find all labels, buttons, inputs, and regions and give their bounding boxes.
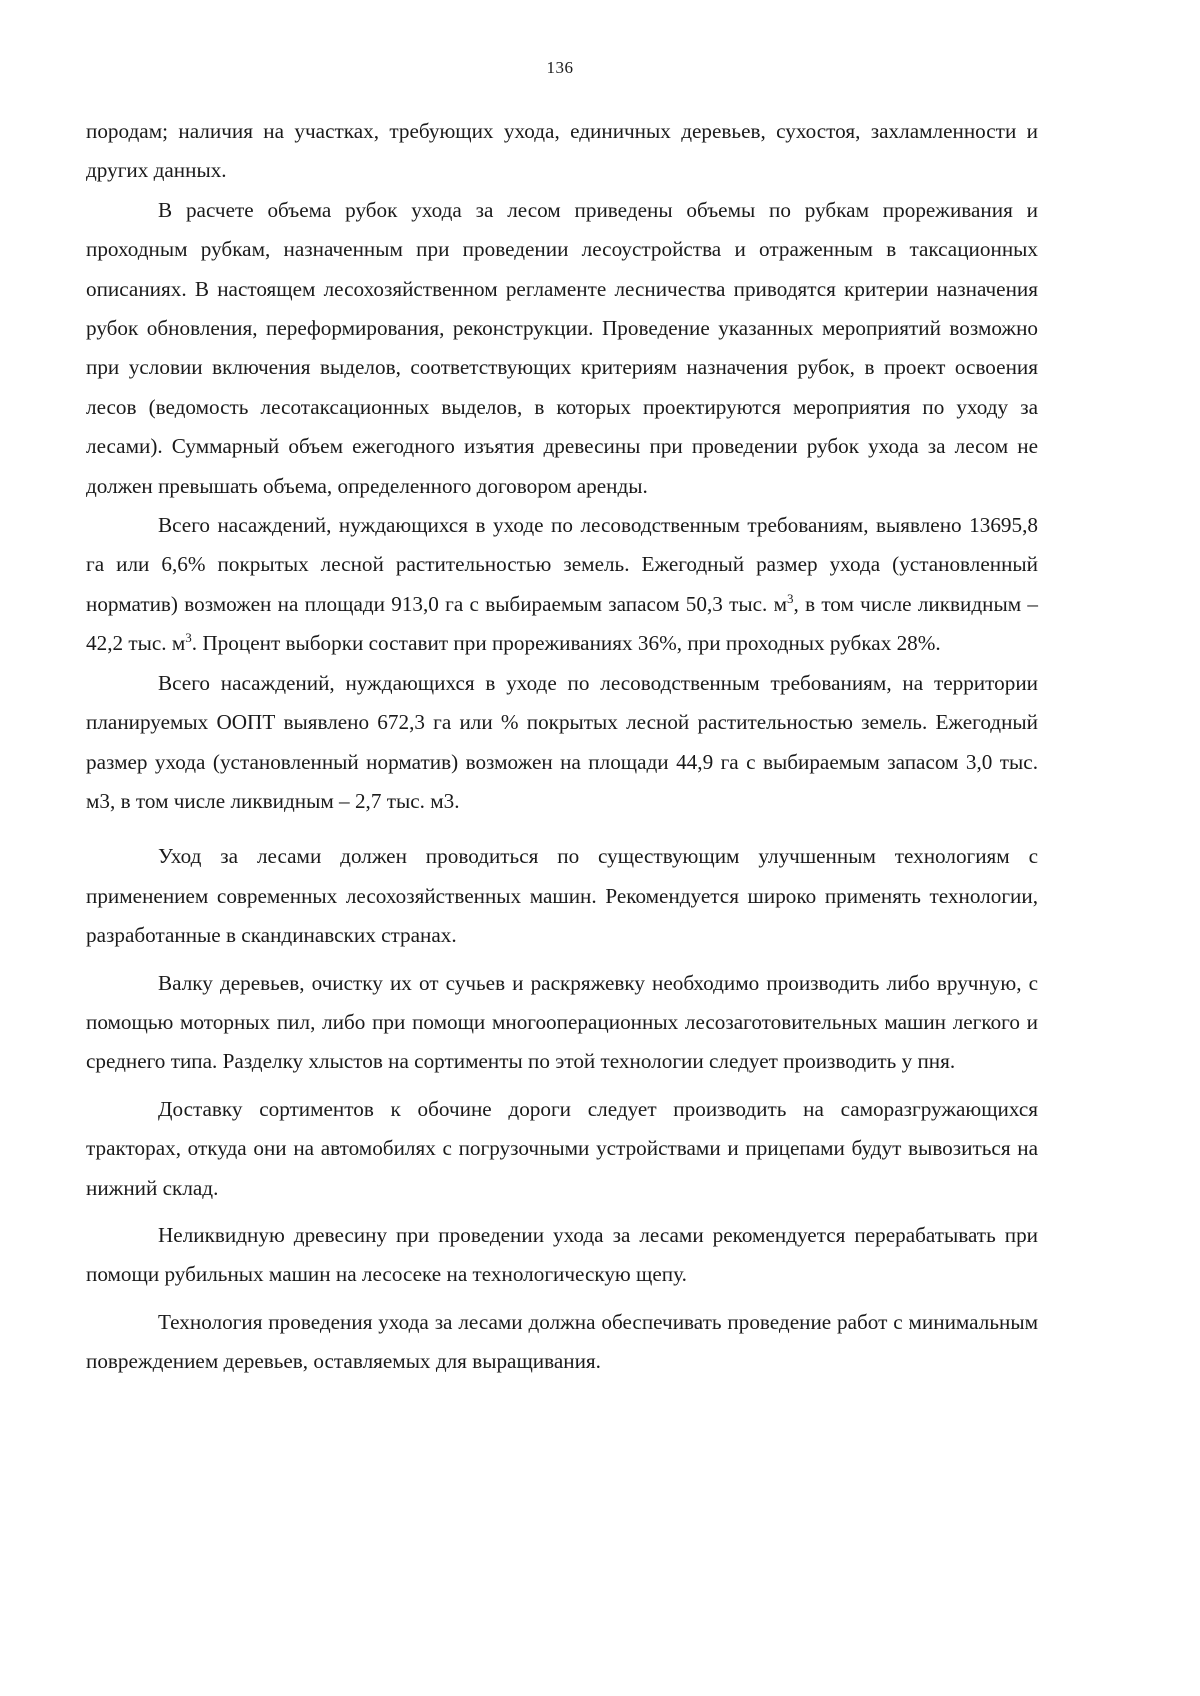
paragraph-delivery: Доставку сортиментов к обочине дороги следует производить на саморазгружающихся тракторах, откуда они на автомобилях с погрузочными устройствами и прицепами будут вывозиться на нижний склад. [86,1096,1038,1200]
paragraph-thinning-volume: В расчете объема рубок ухода за лесом приведены объемы по рубкам прореживания и проходным рубкам, назначенным при проведении лесоустройства и отраженным в таксационных описаниях. В настоящем лесохозяйственном регламенте лесничества приводятся критерии назначения рубок обновления, переформирования, реконструкции. Проведение указанных мероприятий возможно при условии включения выделов, соответствующих критериям назначения рубок, в проект освоения лесов (ведомость лесотаксационных выделов, в которых проектируются мероприятия по уходу за лесами). Суммарный объем ежегодного изъятия древесины при проведении рубок ухода за лесом не должен превышать объема, определенного договором аренды. [86,197,1038,498]
paragraph-felling: Валку деревьев, очистку их от сучьев и раскряжевку необходимо производить либо вручную, с помощью моторных пил, либо при помощи многооперационных лесозаготовительных машин легкого и среднего типа. Разделку хлыстов на сортименты по этой технологии следует производить у пня. [86,970,1038,1074]
page-number: 136 [546,58,574,77]
body-text [86,112,1038,1382]
paragraph-stands-total-part3: . Процент выборки составит при прореживаниях 36%, при проходных рубках 28%. [191,631,941,656]
paragraph-continuation: породам; наличия на участках, требующих ухода, единичных деревьев, сухостоя, захламленности и других данных. [86,119,1038,183]
paragraph-stands-total-part1: Всего насаждений, нуждающихся в уходе по лесоводственным требованиям, выявлено 13695,8 га или 6,6% покрытых лесной растительностью земель. Ежегодный размер ухода (установленный норматив) возможен на площади 913,0 га с выбираемым запасом 50,3 тыс. м [86,513,1038,616]
paragraph-nonmerchantable-wood: Неликвидную древесину при проведении ухода за лесами рекомендуется перерабатывать при помощи рубильных машин на лесосеке на технологическую щепу. [86,1222,1038,1287]
superscript-cubic: 3 [185,630,192,646]
superscript-cubic: 3 [787,590,794,606]
paragraph-stands-total-part2: , в том числе ликвидным – 42,2 тыс. м [86,591,1038,656]
paragraph-protected-areas: Всего насаждений, нуждающихся в уходе по лесоводственным требованиям, на территории планируемых ООПТ выявлено 672,3 га или % покрытых лесной растительностью земель. Ежегодный размер ухода (установленный норматив) возможен на площади 44,9 га с выбираемым запасом 3,0 тыс. м3, в том числе ликвидным – 2,7 тыс. м3. [86,670,1038,813]
paragraph-stands-total [86,506,1038,664]
paragraph-minimal-damage: Технология проведения ухода за лесами должна обеспечивать проведение работ с минимальным повреждением деревьев, оставляемых для выращивания. [86,1309,1038,1374]
paragraph-technologies: Уход за лесами должен проводиться по существующим улучшенным технологиям с применением современных лесохозяйственных машин. Рекомендуется широко применять технологии, разработанные в скандинавских странах. [86,844,1038,948]
